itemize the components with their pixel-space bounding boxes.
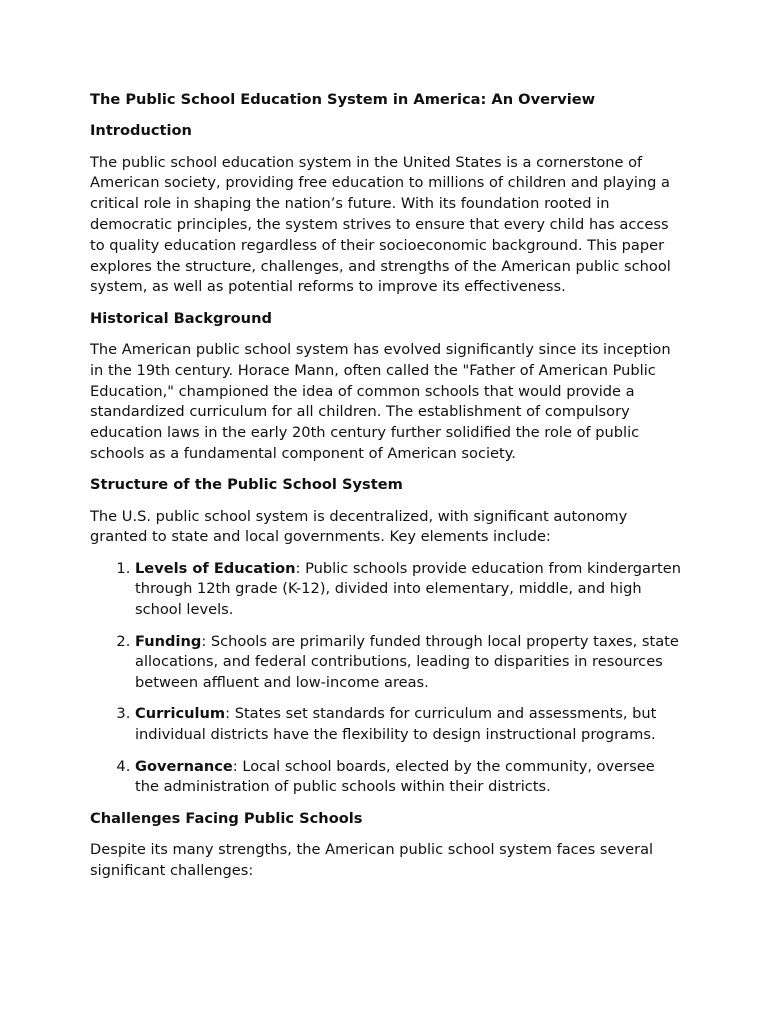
- section-heading-structure: Structure of the Public School System: [90, 476, 403, 494]
- list-item-term: Governance: [135, 757, 233, 775]
- history-paragraph: The American public school system has evolved significantly since its inception in the 19th century. Horace Mann, often called the "Father of American Public Education," championed the idea of common schools that would provide a standardized curriculum for all children. The establishment of compulsory education laws in the early 20th century further solidified the role of public schools as a fundamental component of American society.: [90, 340, 671, 462]
- list-item-term: Curriculum: [135, 705, 226, 723]
- section-heading-history: Historical Background: [90, 309, 272, 327]
- list-item: [135, 559, 682, 621]
- structure-paragraph: The U.S. public school system is decentralized, with significant autonomy granted to state and local governments. Key elements include:: [90, 507, 628, 546]
- list-item-term: Funding: [135, 632, 202, 650]
- list-item-text: : States set standards for curriculum and assessments, but individual districts have the flexibility to design instructional programs.: [135, 705, 657, 744]
- section-heading-challenges: Challenges Facing Public Schools: [90, 809, 363, 827]
- list-item-text: : Local school boards, elected by the community, oversee the administration of public schools within their districts.: [135, 757, 655, 796]
- list-item-text: : Public schools provide education from kindergarten through 12th grade (K-12), divided into elementary, middle, and high school levels.: [135, 559, 681, 619]
- document-title: The Public School Education System in America: An Overview: [90, 91, 596, 108]
- document-page: [90, 90, 682, 892]
- structure-list: [90, 559, 682, 798]
- list-item-term: Levels of Education: [135, 559, 296, 577]
- introduction-paragraph: The public school education system in the United States is a cornerstone of American society, providing free education to millions of children and playing a critical role in shaping the nation’s future. With its foundation rooted in democratic principles, the system strives to ensure that every child has access to quality education regardless of their socioeconomic background. This paper explores the structure, challenges, and strengths of the American public school system, as well as potential reforms to improve its effectiveness.: [90, 153, 671, 296]
- challenges-paragraph: Despite its many strengths, the American public school system faces several significant challenges:: [90, 840, 654, 879]
- list-item: [135, 704, 682, 746]
- section-heading-introduction: Introduction: [90, 122, 192, 140]
- list-item: [135, 757, 682, 799]
- list-item-text: : Schools are primarily funded through local property taxes, state allocations, and federal contributions, leading to disparities in resources between affluent and low-income areas.: [135, 632, 679, 692]
- list-item: [135, 632, 682, 694]
